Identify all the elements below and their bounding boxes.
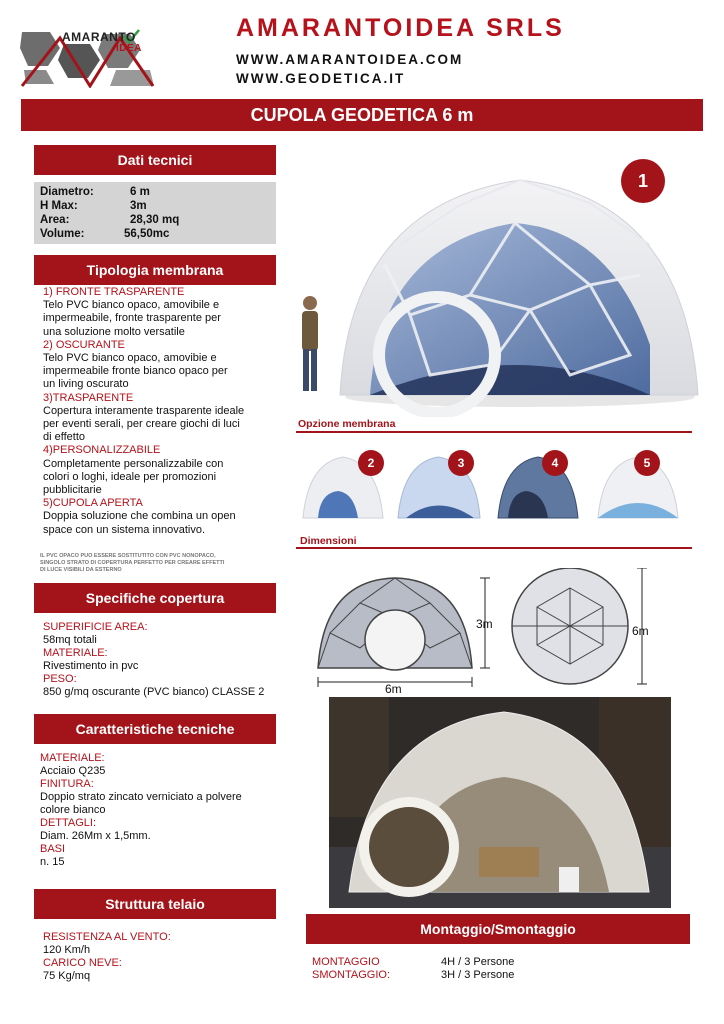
option-badge-3: 3 bbox=[448, 450, 474, 476]
membrane-item-text: pubblicitarie bbox=[43, 484, 102, 497]
dati-value: 3m bbox=[130, 200, 147, 212]
membrane-item bbox=[43, 392, 275, 445]
dati-tecnici-title: Dati tecnici bbox=[117, 152, 193, 168]
membrane-options bbox=[298, 443, 698, 533]
logo bbox=[20, 26, 155, 88]
option-badge-2: 2 bbox=[358, 450, 384, 476]
pvc-note-line: SINGOLO STRATO DI COPERTURA PERFETTO PER CREARE EFFETTI bbox=[40, 560, 225, 566]
membrane-item-text: Copertura interamente trasparente ideale bbox=[43, 404, 245, 417]
field-value: n. 15 bbox=[40, 856, 65, 868]
logo-text-idea: IDEA bbox=[116, 43, 142, 54]
dati-row: Diametro: bbox=[40, 186, 94, 198]
dati-tecnici-header bbox=[34, 145, 276, 175]
caratteristiche-fields bbox=[40, 752, 280, 869]
membrane-item-title: 3)TRASPARENTE bbox=[43, 391, 134, 404]
membrane-item-text: Completamente personalizzabile con bbox=[43, 457, 224, 470]
membrane-item-title: 2) OSCURANTE bbox=[43, 338, 125, 351]
pvc-note-line: IL PVC OPACO PUO ESSERE SOSTITUTITO CON PVC NONOPACO, bbox=[40, 553, 216, 559]
field-value: colore bianco bbox=[40, 804, 106, 816]
smontaggio-value: 3H / 3 Persone bbox=[441, 969, 515, 981]
membrane-item-text: colori o loghi, ideale per promozioni bbox=[43, 470, 217, 483]
membrane-item bbox=[43, 286, 275, 339]
membrane-item bbox=[43, 497, 275, 537]
field-label: DETTAGLI: bbox=[40, 817, 97, 829]
montaggio-header bbox=[306, 914, 690, 944]
membrane-item-title: 4)PERSONALIZZABILE bbox=[43, 444, 161, 457]
specifiche-fields bbox=[43, 621, 283, 699]
field-value: Rivestimento in pvc bbox=[43, 660, 139, 672]
membrane-item-text: un living oscurato bbox=[43, 378, 129, 391]
dati-label: H Max: bbox=[40, 200, 78, 212]
caption-underline bbox=[296, 547, 692, 549]
company-name: AMARANTOIDEA SRLS bbox=[236, 14, 565, 42]
field-value: Diam. 26Mm x 1,5mm. bbox=[40, 830, 151, 842]
dim-height-label: 3m bbox=[476, 617, 493, 631]
dim-width-label: 6m bbox=[385, 682, 402, 696]
caratteristiche-header bbox=[34, 714, 276, 744]
field-label: PESO: bbox=[43, 673, 77, 685]
specifiche-header bbox=[34, 583, 276, 613]
dati-value: 56,50mc bbox=[124, 228, 170, 240]
dim-diameter-label: 6m bbox=[632, 624, 649, 638]
membrane-item-text: di effetto bbox=[43, 431, 85, 444]
field-label: MATERIALE: bbox=[40, 752, 105, 764]
dati-value: 6 m bbox=[130, 186, 150, 198]
membrane-item-text: per eventi serali, per creare giochi di luci bbox=[43, 418, 240, 431]
smontaggio-label: SMONTAGGIO: bbox=[312, 969, 391, 981]
struttura-header bbox=[34, 889, 276, 919]
option-badge-1: 1 bbox=[621, 159, 665, 203]
struttura-title: Struttura telaio bbox=[105, 896, 205, 912]
field-value: Acciaio Q235 bbox=[40, 765, 106, 777]
page-title: CUPOLA GEODETICA 6 m bbox=[250, 104, 474, 125]
dimension-drawings bbox=[300, 568, 690, 698]
dati-tecnici-panel bbox=[34, 182, 276, 244]
pvc-note-line: DI LUCE VISIBILI DA ESTERNO bbox=[40, 567, 122, 573]
website-link-1[interactable]: WWW.AMARANTOIDEA.COM bbox=[236, 52, 464, 67]
membrane-item-title: 5)CUPOLA APERTA bbox=[43, 497, 143, 510]
dome-main-image bbox=[290, 145, 700, 417]
field-label: BASI bbox=[40, 843, 66, 855]
caption-underline bbox=[296, 431, 692, 433]
membrane-item-text: impermeabile fronte bianco opaco per bbox=[43, 365, 228, 378]
field-label: RESISTENZA AL VENTO: bbox=[43, 931, 171, 943]
field-value: Doppio strato zincato verniciato a polvere bbox=[40, 791, 242, 803]
struttura-fields bbox=[43, 931, 283, 983]
caratteristiche-title: Caratteristiche tecniche bbox=[75, 721, 235, 737]
dati-value: 28,30 mq bbox=[130, 214, 180, 226]
field-value: 75 Kg/mq bbox=[43, 970, 91, 982]
field-label: MATERIALE: bbox=[43, 647, 108, 659]
membrane-list bbox=[43, 286, 275, 537]
opzione-membrana-caption: Opzione membrana bbox=[298, 418, 396, 430]
montaggio-value: 4H / 3 Persone bbox=[441, 956, 515, 968]
tipologia-title: Tipologia membrana bbox=[86, 262, 224, 278]
field-label: CARICO NEVE: bbox=[43, 957, 122, 969]
website-link-2[interactable]: WWW.GEODETICA.IT bbox=[236, 71, 406, 86]
pvc-note bbox=[40, 553, 280, 574]
dimensioni-caption: Dimensioni bbox=[300, 535, 357, 547]
dati-label: Volume: bbox=[40, 228, 85, 240]
field-value: 850 g/mq oscurante (PVC bianco) CLASSE 2 bbox=[43, 686, 265, 698]
dati-label: Area: bbox=[40, 214, 70, 226]
tipologia-header bbox=[34, 255, 276, 285]
logo-text-amaranto: AMARANTO bbox=[62, 30, 136, 44]
option-badge-5: 5 bbox=[634, 450, 660, 476]
option-badge-4: 4 bbox=[542, 450, 568, 476]
membrane-item bbox=[43, 444, 275, 497]
field-label: FINITURA: bbox=[40, 778, 94, 790]
field-label: SUPERIFICIE AREA: bbox=[43, 621, 148, 633]
specifiche-title: Specifiche copertura bbox=[85, 590, 225, 606]
membrane-item-text: Telo PVC bianco opaco, amovibile e bbox=[43, 299, 220, 312]
membrane-item-title: 1) FRONTE TRASPARENTE bbox=[43, 286, 185, 298]
dome-night-photo bbox=[329, 697, 671, 908]
membrane-item-text: impermeabile, fronte trasparente per bbox=[43, 312, 221, 325]
montaggio-title: Montaggio/Smontaggio bbox=[420, 921, 576, 937]
montaggio-label: MONTAGGIO bbox=[312, 956, 380, 968]
membrane-item-text: Telo PVC bianco opaco, amovibie e bbox=[43, 352, 217, 365]
field-value: 58mq totali bbox=[43, 634, 97, 646]
field-value: 120 Km/h bbox=[43, 944, 91, 956]
membrane-item bbox=[43, 339, 275, 392]
page-title-bar bbox=[21, 99, 703, 131]
membrane-item-text: Doppia soluzione che combina un open bbox=[43, 510, 236, 523]
membrane-item-text: space con un sistema innovativo. bbox=[43, 523, 206, 536]
membrane-item-text: una soluzione molto versatile bbox=[43, 325, 185, 338]
